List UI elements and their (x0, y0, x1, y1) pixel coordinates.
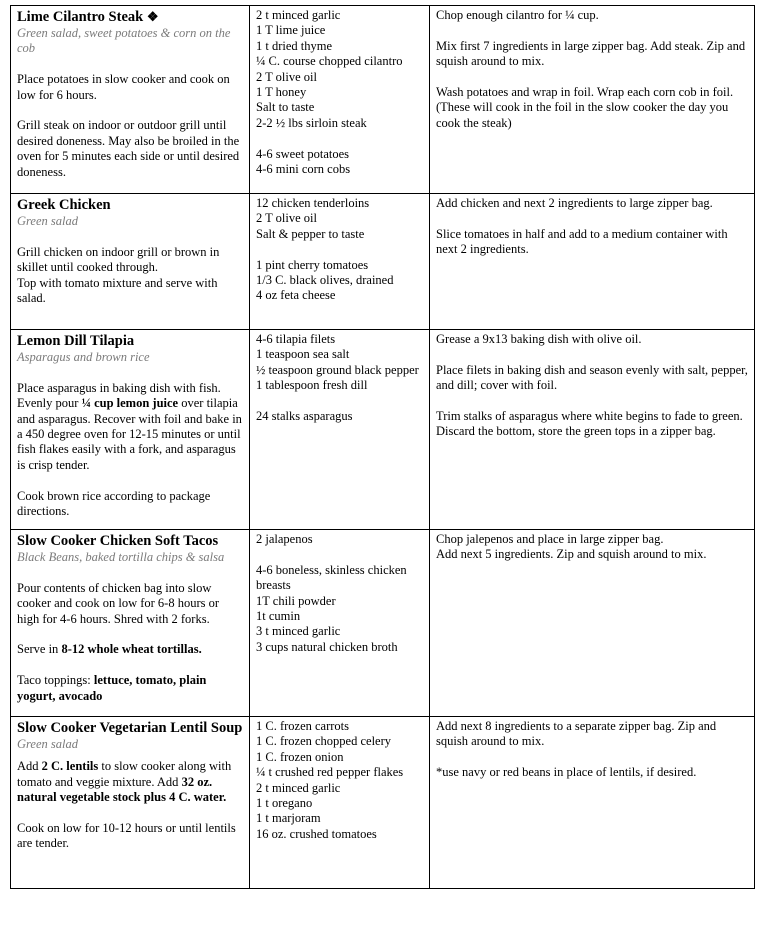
ingredient: 12 chicken tenderloins (256, 196, 370, 210)
ingredient: 4-6 tilapia filets (256, 332, 336, 346)
recipe-side-dish: Green salad (17, 214, 78, 228)
prep-line: Add next 5 ingredients. Zip and squish around to mix. (436, 547, 707, 562)
instruction-text: Place asparagus in baking dish with fish. Evenly pour (17, 380, 221, 411)
recipe-instructions-cell (11, 330, 250, 530)
prep-paragraph: Wash potatoes and wrap in foil. Wrap each corn cob in foil. (These will cook in the foil in the slow cooker the day you cook the steak) (436, 85, 734, 130)
ingredient-spacer (256, 242, 423, 257)
ingredient: 2 t minced garlic (256, 8, 341, 22)
ingredient: Salt to taste (256, 100, 315, 115)
ingredient: 1t cumin (256, 609, 301, 624)
recipe-title: Slow Cooker Chicken Soft Tacos (17, 533, 219, 549)
recipe-instructions-cell (11, 717, 250, 889)
recipe-side-dish: Green salad (17, 737, 78, 751)
recipe-prep-cell (430, 194, 755, 330)
instruction-paragraph (17, 381, 243, 473)
recipe-ingredients-cell (250, 6, 430, 194)
prep-paragraph: *use navy or red beans in place of lentils, if desired. (436, 765, 697, 780)
ingredient: 1 T lime juice (256, 23, 326, 38)
recipe-instructions-cell (11, 530, 250, 717)
instruction-line: Grill chicken on indoor grill or brown in skillet until cooked through. (17, 244, 220, 275)
ingredient: 1 t oregano (256, 796, 313, 811)
ingredient: 4-6 sweet potatoes (256, 146, 350, 161)
instruction-paragraph: Cook on low for 10-12 hours or until lentils are tender. (17, 821, 236, 851)
ingredient: ¼ C. course chopped cilantro (256, 54, 403, 69)
recipe-title: Greek Chicken (17, 197, 111, 213)
ingredient: 4 oz feta cheese (256, 288, 336, 303)
recipe-row (11, 717, 755, 889)
prep-paragraph: Add chicken and next 2 ingredients to large zipper bag. (436, 196, 713, 210)
recipe-ingredients-cell (250, 194, 430, 330)
instruction-text: Serve in (17, 642, 62, 657)
ingredient: 1 pint cherry tomatoes (256, 257, 369, 272)
recipe-title-text: Lime Cilantro Steak (17, 9, 144, 25)
ingredient: 2-2 ½ lbs sirloin steak (256, 115, 367, 130)
recipe-prep-cell (430, 530, 755, 717)
ingredient: 2 T olive oil (256, 69, 317, 84)
ingredient: 4-6 mini corn cobs (256, 162, 351, 177)
ingredient: 1 teaspoon sea salt (256, 347, 350, 362)
prep-paragraph: Mix first 7 ingredients in large zipper bag. Add steak. Zip and squish around to mix. (436, 38, 746, 69)
ingredient: 2 jalapenos (256, 532, 313, 546)
ingredient: 1 C. frozen carrots (256, 719, 350, 733)
recipe-title (17, 8, 243, 26)
ingredient: 3 t minced garlic (256, 624, 341, 639)
prep-paragraph: Place filets in baking dish and season evenly with salt, pepper, and dill; cover with foil. (436, 362, 748, 393)
diamond-bullet-icon: ❖ (146, 9, 159, 24)
recipe-ingredients-cell (250, 330, 430, 530)
recipe-prep-cell (430, 330, 755, 530)
instruction-bold-ingredient: 32 oz. natural vegetable stock plus 4 C. water. (17, 774, 227, 805)
ingredient: 4-6 boneless, skinless chicken breasts (256, 562, 407, 593)
ingredient-spacer (256, 131, 423, 146)
instruction-paragraph: Place potatoes in slow cooker and cook on low for 6 hours. (17, 72, 230, 102)
ingredient-spacer (256, 547, 423, 562)
recipe-title: Slow Cooker Vegetarian Lentil Soup (17, 720, 243, 736)
instruction-paragraph: Pour contents of chicken bag into slow cooker and cook on low for 6-8 hours or high for 4-6 hours. Shred with 2 forks. (17, 580, 220, 626)
recipe-side-dish: Black Beans, baked tortilla chips & salsa (17, 550, 225, 564)
ingredient: 1 t marjoram (256, 811, 321, 826)
ingredient-spacer (256, 394, 423, 409)
instruction-text: to slow cooker along with tomato and veggie mixture. Add (17, 759, 232, 789)
ingredient: 2 T olive oil (256, 211, 317, 226)
instruction-text: Add (17, 759, 42, 774)
instruction-paragraph (17, 673, 243, 704)
instruction-line: Top with tomato mixture and serve with salad. (17, 275, 218, 306)
ingredient: 1 C. frozen onion (256, 749, 344, 764)
recipe-instructions-cell (11, 6, 250, 194)
recipe-side-dish: Green salad, sweet potatoes & corn on the cob (17, 26, 231, 56)
instruction-bold-ingredient: lettuce, tomato, plain yogurt, avocado (17, 673, 207, 703)
ingredient: 1 t dried thyme (256, 38, 333, 53)
recipe-title-block (17, 719, 243, 752)
recipe-ingredients-cell (250, 530, 430, 717)
ingredient: 1 T honey (256, 85, 307, 100)
instruction-bold-ingredient: 8-12 whole wheat tortillas. (61, 642, 202, 657)
ingredient: Salt & pepper to taste (256, 226, 365, 241)
prep-paragraph: Slice tomatoes in half and add to a medium container with next 2 ingredients. (436, 226, 728, 257)
instruction-text: Taco toppings: (17, 673, 94, 688)
recipe-row (11, 330, 755, 530)
ingredient: 2 t minced garlic (256, 780, 341, 795)
instruction-paragraph (17, 642, 243, 657)
instruction-text: over tilapia and asparagus. Recover with foil and bake in a 450 degree oven for 12-15 minutes or until fish flakes easily with a fork, and asparagus is crisp tender. (17, 396, 242, 472)
ingredient: 1/3 C. black olives, drained (256, 273, 394, 288)
recipe-instructions-cell (11, 194, 250, 330)
ingredient: 16 oz. crushed tomatoes (256, 826, 377, 841)
prep-paragraph: Trim stalks of asparagus where white begins to fade to green. Discard the bottom, store the green tops in a zipper bag. (436, 409, 743, 439)
instruction-bold-ingredient: ¼ cup lemon juice (81, 396, 179, 411)
instruction-paragraph: Cook brown rice according to package directions. (17, 488, 211, 519)
recipe-ingredients-cell (250, 717, 430, 889)
instruction-paragraph (17, 245, 243, 307)
ingredient: ¼ t crushed red pepper flakes (256, 765, 404, 780)
prep-paragraph: Add next 8 ingredients to a separate zipper bag. Zip and squish around to mix. (436, 719, 717, 749)
instruction-paragraph (17, 759, 243, 805)
ingredient: 3 cups natural chicken broth (256, 639, 398, 654)
recipe-side-dish: Asparagus and brown rice (17, 350, 150, 364)
instruction-paragraph: Grill steak on indoor or outdoor grill until desired doneness. May also be broiled in the oven for 5 minutes each side or until desired doneness. (17, 118, 240, 179)
ingredient: 1T chili powder (256, 593, 336, 608)
ingredient: 24 stalks asparagus (256, 409, 353, 424)
recipe-table (10, 5, 755, 889)
recipe-row (11, 530, 755, 717)
recipe-title: Lemon Dill Tilapia (17, 333, 135, 349)
instruction-bold-ingredient: 2 C. lentils (41, 759, 99, 774)
prep-paragraph: Grease a 9x13 baking dish with olive oil. (436, 332, 642, 346)
ingredient: ½ teaspoon ground black pepper (256, 362, 419, 377)
recipe-prep-cell (430, 717, 755, 889)
prep-paragraph (436, 532, 748, 563)
recipe-prep-cell (430, 6, 755, 194)
recipe-row (11, 194, 755, 330)
prep-paragraph: Chop enough cilantro for ¼ cup. (436, 8, 599, 22)
ingredient: 1 C. frozen chopped celery (256, 734, 392, 749)
recipe-row (11, 6, 755, 194)
prep-line: Chop jalepenos and place in large zipper bag. (436, 532, 664, 546)
ingredient: 1 tablespoon fresh dill (256, 378, 368, 393)
